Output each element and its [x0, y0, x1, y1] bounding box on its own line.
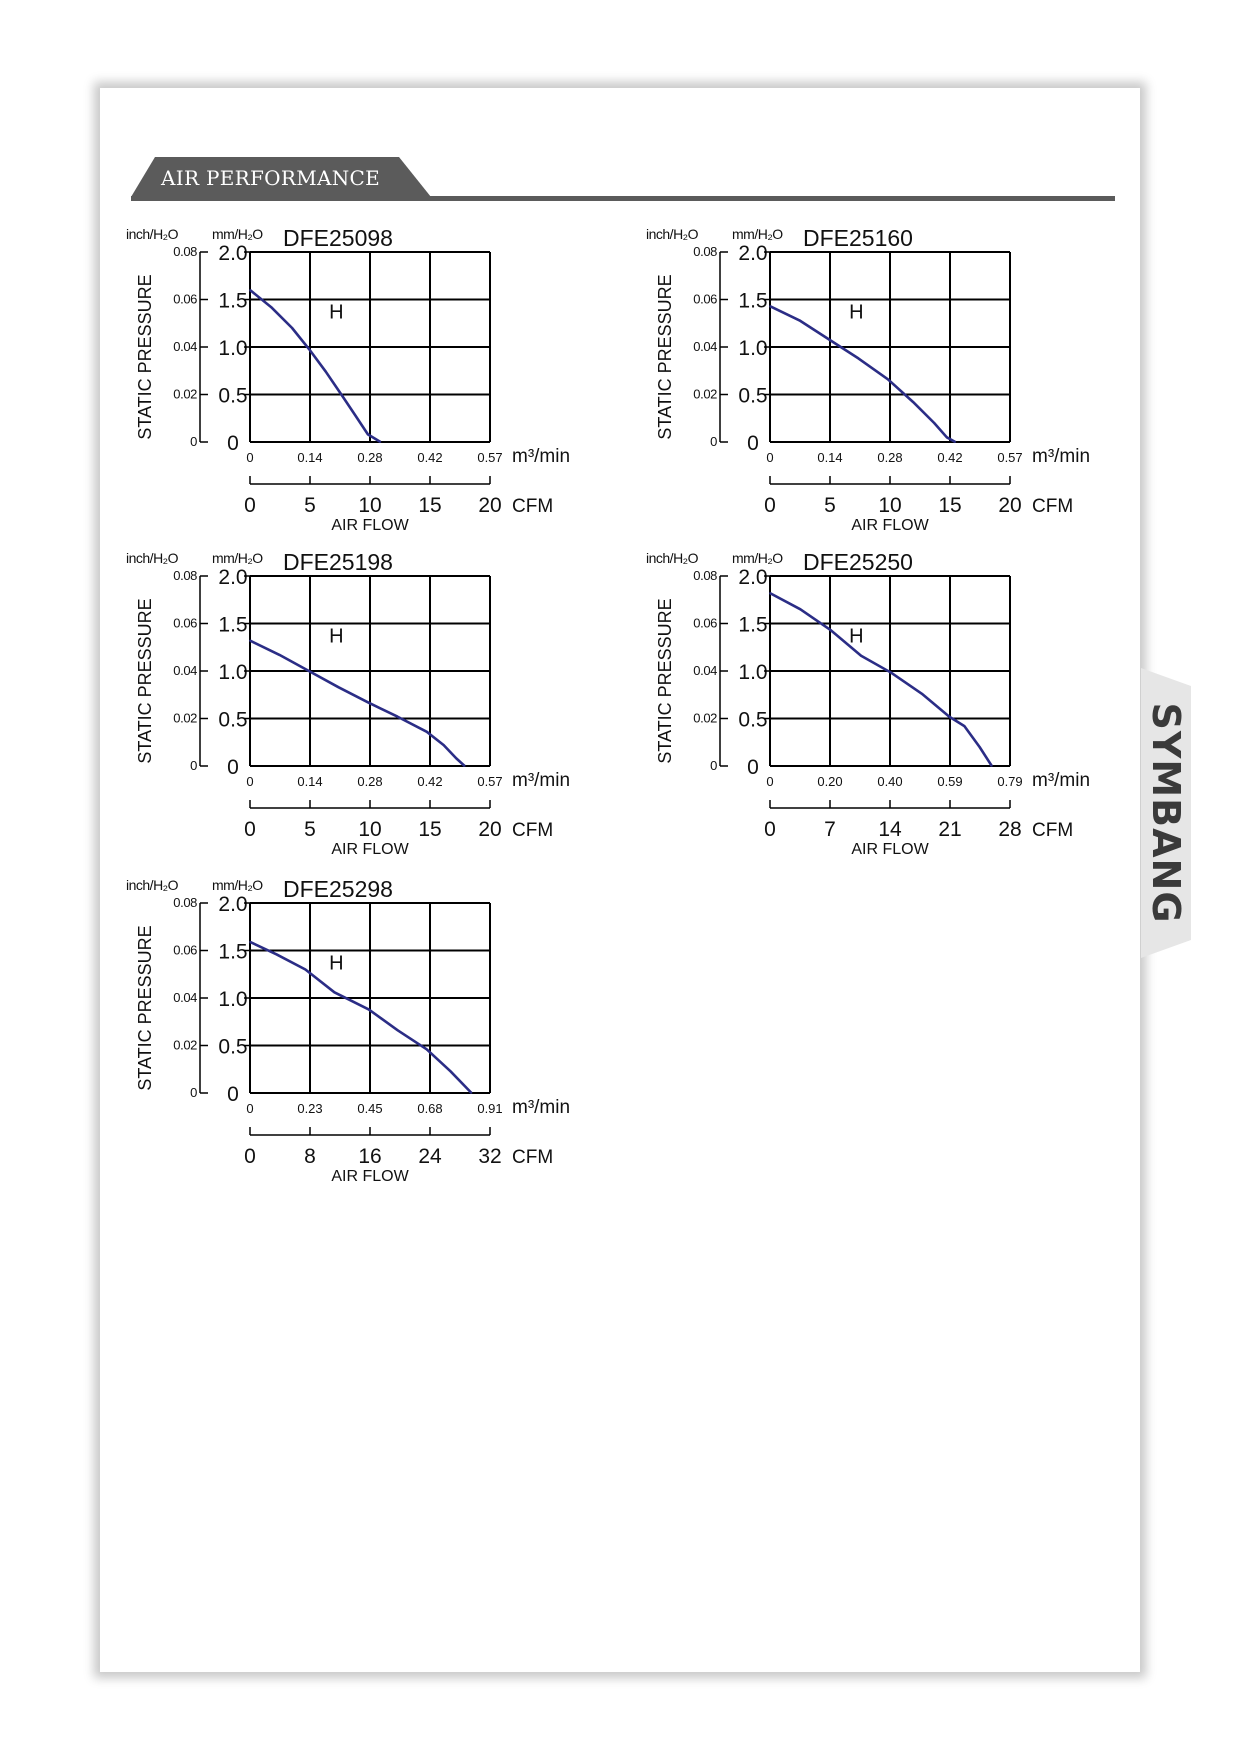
x-m3-tick-label: 0.28 [877, 450, 903, 465]
curve-point [991, 765, 993, 767]
chart-dfe25250 [646, 546, 1130, 876]
y-unit-inch: inch/H₂O [126, 550, 179, 566]
y-mm-tick-label: 1.0 [218, 661, 248, 684]
x-cfm-tick-label: 7 [824, 818, 836, 841]
x-m3-tick-label: 0.68 [417, 1101, 443, 1116]
x-m3-tick-label: 0.45 [357, 1101, 383, 1116]
y-mm-tick-label: 1.5 [218, 613, 248, 637]
chart-svg [126, 873, 610, 1203]
curve-point [355, 415, 357, 417]
x-unit-cfm: CFM [1032, 496, 1074, 517]
curve-point [955, 441, 957, 443]
section-header-tab [131, 157, 461, 197]
series-curve-h [250, 942, 472, 1093]
x-m3-tick-label: 0.28 [357, 450, 383, 465]
y-inch-tick-label: 0.02 [693, 710, 717, 726]
curve-point [270, 306, 272, 308]
x-unit-cfm: CFM [512, 820, 554, 841]
curve-point [305, 969, 307, 971]
y-axis-title: STATIC PRESSURE [135, 274, 155, 440]
x-m3-tick-label: 0.14 [297, 450, 323, 465]
x-cfm-tick-label: 14 [878, 818, 902, 841]
x-cfm-tick-label: 5 [824, 494, 836, 517]
y-inch-tick-label: 0.08 [173, 895, 197, 910]
x-axis-title: AIR FLOW [331, 1168, 409, 1185]
x-cfm-tick-label: 21 [938, 818, 962, 841]
x-cfm-tick-label: 32 [478, 1145, 502, 1168]
x-cfm-tick-label: 15 [418, 818, 442, 841]
x-unit-m3 [512, 770, 570, 791]
curve-point [249, 289, 251, 291]
curve-point [828, 339, 830, 341]
curve-point [769, 592, 771, 594]
y-mm-tick-label: 0 [227, 432, 239, 455]
x-m3-tick-label: 0.57 [997, 450, 1023, 465]
x-cfm-tick-label: 20 [478, 494, 502, 517]
x-m3-tick-label: 0 [766, 450, 774, 465]
y-inch-tick-label: 0.02 [173, 710, 197, 726]
curve-point [464, 765, 466, 767]
x-axis-title: AIR FLOW [331, 517, 409, 534]
y-mm-tick-label: 1.0 [218, 337, 248, 360]
y-inch-tick-label: 0.06 [693, 615, 717, 631]
y-axis-title: STATIC PRESSURE [135, 598, 155, 764]
x-m3-tick-label: 0.57 [477, 774, 503, 789]
curve-point [830, 629, 832, 631]
y-mm-tick-label: 0.5 [218, 708, 248, 732]
curve-label: H [849, 301, 864, 324]
y-inch-tick-label: 0.04 [693, 339, 717, 354]
curve-point [249, 640, 251, 642]
curve-point [380, 441, 382, 443]
y-inch-tick-label: 0 [710, 758, 717, 773]
chart-title: DFE25098 [283, 225, 393, 251]
curve-point [367, 702, 369, 704]
y-unit-mm: mm/H₂O [732, 226, 783, 242]
x-unit-m3 [1032, 446, 1090, 467]
x-axis-title: AIR FLOW [851, 841, 929, 858]
curve-point [342, 396, 344, 398]
curve-point [368, 1009, 370, 1011]
curve-point [912, 401, 914, 403]
x-axis-title: AIR FLOW [851, 517, 929, 534]
x-unit-cfm: CFM [512, 496, 554, 517]
chart-svg [126, 222, 610, 552]
section-title: AIR PERFORMANCE [161, 166, 381, 190]
curve-point [948, 716, 950, 718]
x-cfm-tick-label: 16 [358, 1145, 382, 1168]
y-unit-mm: mm/H₂O [212, 550, 263, 566]
y-inch-tick-label: 0.08 [693, 244, 717, 259]
y-mm-tick-label: 0 [227, 756, 239, 779]
x-m3-tick-label: 0.79 [997, 774, 1023, 789]
curve-point [325, 371, 327, 373]
curve-point [276, 954, 278, 956]
curve-point [891, 672, 893, 674]
x-unit-m3 [512, 446, 570, 467]
x-unit-m3-text: m³/min [1032, 770, 1091, 791]
y-unit-inch: inch/H₂O [126, 226, 179, 242]
curve-point [249, 941, 251, 943]
curve-point [921, 693, 923, 695]
x-unit-m3-text: m³/min [512, 1097, 571, 1118]
y-mm-tick-label: 0 [747, 432, 759, 455]
x-unit-m3 [512, 1097, 570, 1118]
y-inch-tick-label: 0.06 [173, 291, 197, 307]
y-inch-tick-label: 0.04 [173, 339, 197, 354]
y-mm-tick-label: 0 [747, 756, 759, 779]
curve-point [769, 305, 771, 307]
y-inch-tick-label: 0.04 [173, 990, 197, 1005]
x-cfm-tick-label: 5 [304, 818, 316, 841]
curve-point [291, 327, 293, 329]
x-unit-m3 [1032, 770, 1090, 791]
chart-title: DFE25198 [283, 549, 393, 575]
x-m3-tick-label: 0.14 [817, 450, 843, 465]
chart-dfe25198 [126, 546, 610, 876]
y-mm-tick-label: 1.5 [738, 613, 768, 637]
y-inch-tick-label: 0.04 [693, 663, 717, 678]
y-inch-tick-label: 0.06 [173, 615, 197, 631]
chart-svg [646, 546, 1130, 876]
x-cfm-tick-label: 15 [938, 494, 962, 517]
y-inch-tick-label: 0 [190, 1085, 197, 1100]
curve-point [933, 422, 935, 424]
x-cfm-tick-label: 0 [244, 494, 256, 517]
x-m3-tick-label: 0 [246, 450, 254, 465]
x-cfm-tick-label: 20 [998, 494, 1022, 517]
chart-svg [646, 222, 1130, 552]
y-mm-tick-label: 1.0 [738, 337, 768, 360]
x-m3-tick-label: 0.57 [477, 450, 503, 465]
curve-label: H [329, 952, 344, 975]
x-m3-tick-label: 0 [766, 774, 774, 789]
brand-logo: SYMBANG [1144, 702, 1188, 924]
y-unit-mm: mm/H₂O [212, 877, 263, 893]
y-inch-tick-label: 0.02 [173, 386, 197, 402]
y-inch-tick-label: 0.08 [173, 568, 197, 583]
x-m3-tick-label: 0.14 [297, 774, 323, 789]
curve-point [456, 758, 458, 760]
series-curve-h [250, 290, 381, 442]
x-m3-tick-label: 0.42 [417, 450, 443, 465]
x-m3-tick-label: 0.42 [417, 774, 443, 789]
curve-point [799, 320, 801, 322]
y-mm-tick-label: 2.0 [738, 566, 768, 589]
y-mm-tick-label: 0.5 [218, 384, 248, 408]
chart-title: DFE25160 [803, 225, 913, 251]
chart-title: DFE25250 [803, 549, 913, 575]
plot-grid [250, 252, 490, 442]
x-m3-tick-label: 0.20 [817, 774, 843, 789]
y-mm-tick-label: 1.5 [218, 289, 248, 313]
chart-svg [126, 546, 610, 876]
y-unit-inch: inch/H₂O [646, 550, 699, 566]
x-unit-m3-text: m³/min [1032, 446, 1091, 467]
x-cfm-tick-label: 10 [358, 494, 382, 517]
chart-dfe25298 [126, 873, 610, 1203]
curve-point [471, 1092, 473, 1094]
chart-dfe25098 [126, 222, 610, 552]
x-cfm-tick-label: 28 [998, 818, 1022, 841]
x-cfm-tick-label: 10 [358, 818, 382, 841]
x-cfm-tick-label: 0 [764, 818, 776, 841]
curve-point [426, 731, 428, 733]
x-axis-title: AIR FLOW [331, 841, 409, 858]
x-cfm-tick-label: 10 [878, 494, 902, 517]
x-unit-m3-text: m³/min [512, 770, 571, 791]
curve-point [860, 655, 862, 657]
series-curve-h [770, 306, 955, 442]
y-mm-tick-label: 2.0 [738, 242, 768, 265]
curve-point [887, 379, 889, 381]
chart-title: DFE25298 [283, 876, 393, 902]
y-unit-mm: mm/H₂O [732, 550, 783, 566]
x-m3-tick-label: 0 [246, 774, 254, 789]
x-cfm-tick-label: 24 [418, 1145, 442, 1168]
x-m3-tick-label: 0.59 [937, 774, 963, 789]
y-mm-tick-label: 0.5 [218, 1035, 248, 1059]
y-unit-inch: inch/H₂O [646, 226, 699, 242]
x-cfm-tick-label: 8 [304, 1145, 316, 1168]
x-m3-tick-label: 0.40 [877, 774, 903, 789]
y-mm-tick-label: 1.5 [738, 289, 768, 313]
curve-point [367, 434, 369, 436]
x-m3-tick-label: 0.91 [477, 1101, 503, 1116]
curve-point [800, 609, 802, 611]
x-cfm-tick-label: 20 [478, 818, 502, 841]
x-unit-cfm: CFM [512, 1147, 554, 1168]
x-m3-tick-label: 0 [246, 1101, 254, 1116]
y-mm-tick-label: 0.5 [738, 708, 768, 732]
x-m3-tick-label: 0.42 [937, 450, 963, 465]
y-mm-tick-label: 1.5 [218, 940, 248, 964]
curve-point [426, 1049, 428, 1051]
y-axis-title: STATIC PRESSURE [135, 925, 155, 1091]
curve-point [946, 437, 948, 439]
y-inch-tick-label: 0.04 [173, 663, 197, 678]
y-inch-tick-label: 0.06 [173, 942, 197, 958]
y-mm-tick-label: 2.0 [218, 893, 248, 916]
curve-point [858, 358, 860, 360]
y-inch-tick-label: 0.08 [693, 568, 717, 583]
x-cfm-tick-label: 0 [764, 494, 776, 517]
y-mm-tick-label: 1.0 [738, 661, 768, 684]
curve-point [450, 1070, 452, 1072]
curve-point [279, 654, 281, 656]
plot-grid [250, 576, 490, 766]
curve-point [443, 744, 445, 746]
x-cfm-tick-label: 15 [418, 494, 442, 517]
x-unit-m3-text: m³/min [512, 446, 571, 467]
y-mm-tick-label: 1.0 [218, 988, 248, 1011]
curve-point [979, 746, 981, 748]
y-inch-tick-label: 0.02 [693, 386, 717, 402]
curve-label: H [329, 625, 344, 648]
series-curve-h [770, 593, 992, 766]
curve-point [334, 992, 336, 994]
x-cfm-tick-label: 0 [244, 1145, 256, 1168]
y-mm-tick-label: 0 [227, 1083, 239, 1106]
curve-point [308, 670, 310, 672]
section-divider [131, 196, 1115, 201]
x-m3-tick-label: 0.23 [297, 1101, 323, 1116]
curve-point [397, 1030, 399, 1032]
curve-point [397, 716, 399, 718]
curve-point [964, 725, 966, 727]
plot-grid [770, 252, 1010, 442]
x-cfm-tick-label: 5 [304, 494, 316, 517]
y-inch-tick-label: 0 [190, 434, 197, 449]
curve-point [308, 348, 310, 350]
y-inch-tick-label: 0.02 [173, 1037, 197, 1053]
y-mm-tick-label: 0.5 [738, 384, 768, 408]
curve-point [338, 686, 340, 688]
curve-label: H [849, 625, 864, 648]
y-inch-tick-label: 0 [710, 434, 717, 449]
x-cfm-tick-label: 0 [244, 818, 256, 841]
y-inch-tick-label: 0.08 [173, 244, 197, 259]
x-m3-tick-label: 0.28 [357, 774, 383, 789]
y-unit-mm: mm/H₂O [212, 226, 263, 242]
y-axis-title: STATIC PRESSURE [655, 274, 675, 440]
y-mm-tick-label: 2.0 [218, 566, 248, 589]
curve-label: H [329, 301, 344, 324]
y-axis-title: STATIC PRESSURE [655, 598, 675, 764]
plot-grid [250, 903, 490, 1093]
y-mm-tick-label: 2.0 [218, 242, 248, 265]
y-inch-tick-label: 0 [190, 758, 197, 773]
series-curve-h [250, 641, 465, 766]
y-unit-inch: inch/H₂O [126, 877, 179, 893]
x-unit-cfm: CFM [1032, 820, 1074, 841]
chart-dfe25160 [646, 222, 1130, 552]
y-inch-tick-label: 0.06 [693, 291, 717, 307]
